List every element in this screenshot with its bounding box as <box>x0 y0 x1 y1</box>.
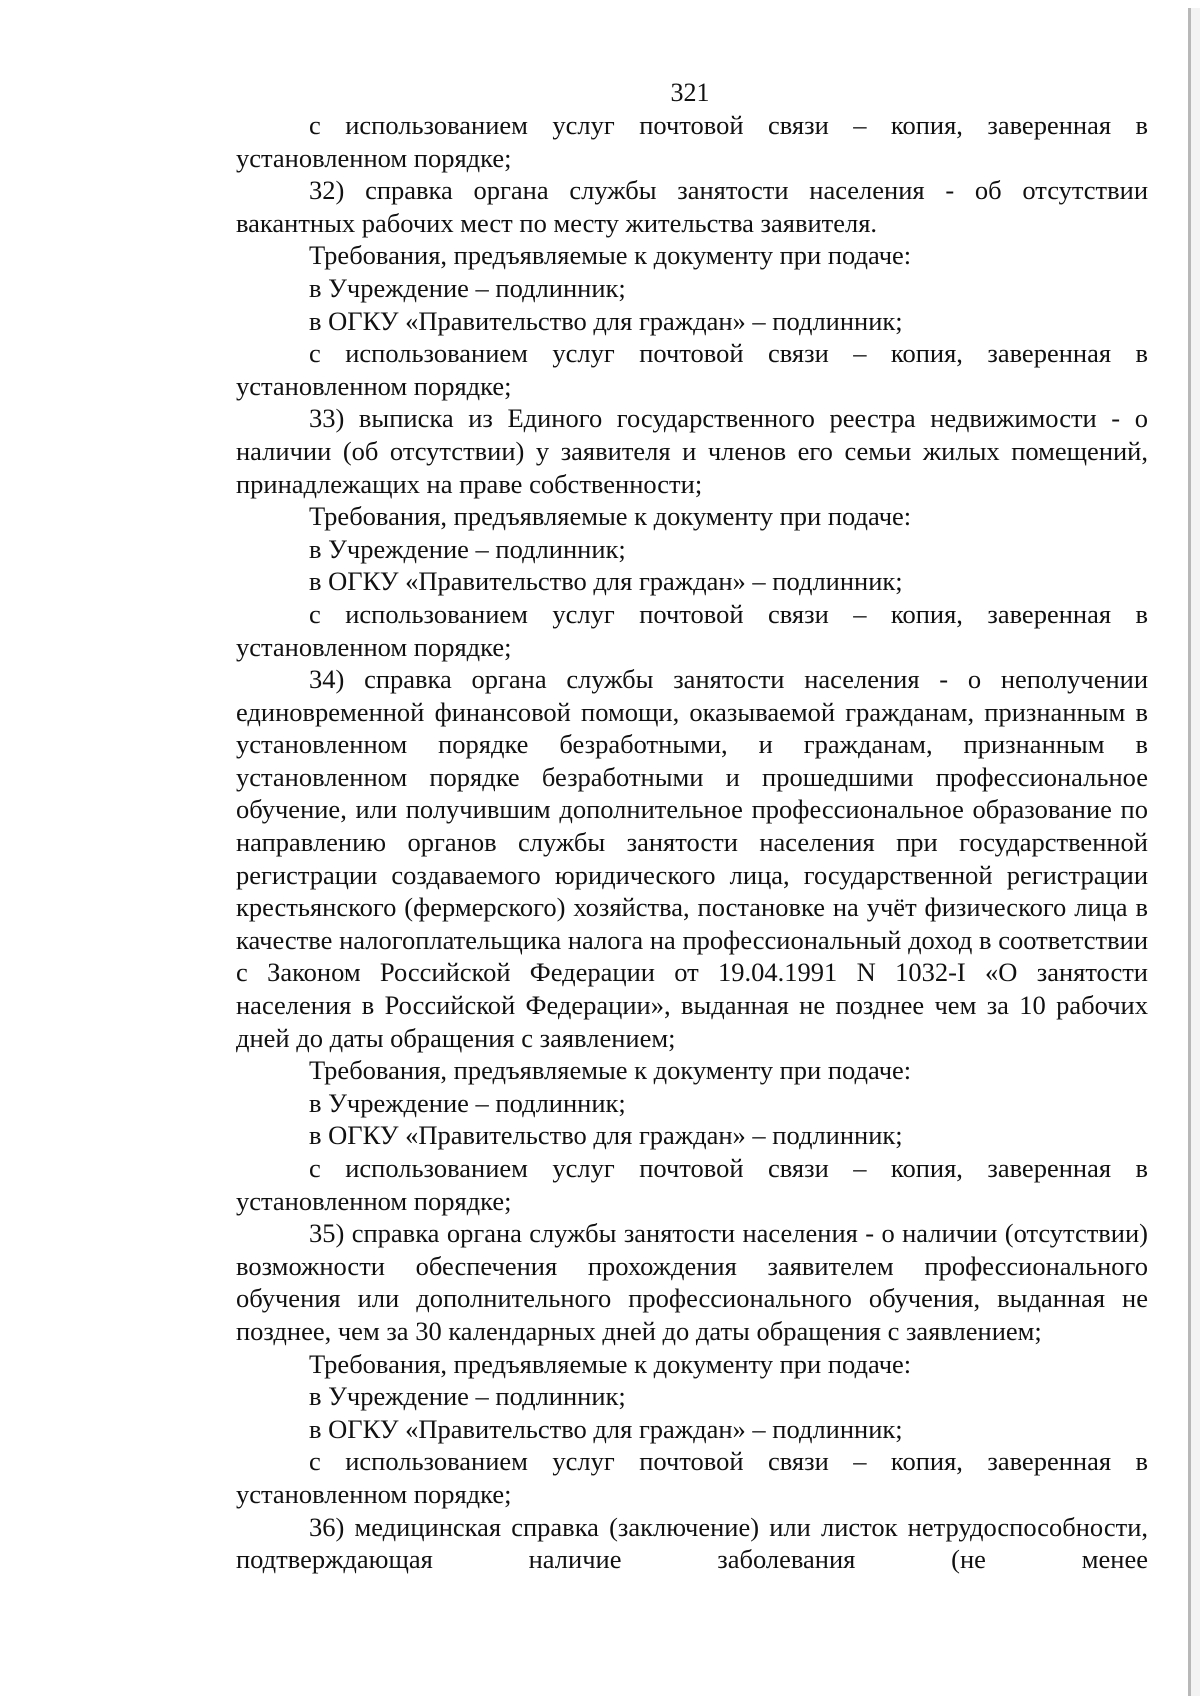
paragraph-requirements: Требования, предъявляемые к документу при подаче: <box>309 501 912 532</box>
paragraph-institution-original: в Учреждение – подлинник; <box>309 533 626 564</box>
paragraph-ogku-original: в ОГКУ «Правительство для граждан» – подлинник; <box>309 1413 903 1444</box>
document-body <box>236 109 1148 1576</box>
paragraph-postal-copy: с использованием услуг почтовой связи – копия, заверенная в установленном порядке; <box>236 1446 1148 1509</box>
paragraph-ogku-original: в ОГКУ «Правительство для граждан» – подлинник; <box>309 305 903 336</box>
paragraph-postal-copy: с использованием услуг почтовой связи – копия, заверенная в установленном порядке; <box>236 110 1148 173</box>
paragraph-item-34: 34) справка органа службы занятости населения - о неполучении единовременной финансовой помощи, оказываемой гражданам, признанным в установленном порядке безработными, и гражданам, признанным в установленном порядке безработными и прошедшими профессиональное обучение, или получившим дополнительное профессиональное образование по направлению органов службы занятости населения при государственной регистрации создаваемого юридического лица, государственной регистрации крестьянского (фермерского) хозяйства, постановке на учёт физического лица в качестве налогоплательщика налога на профессиональный доход в соответствии с Законом Российской Федерации от 19.04.1991 N 1032-I «О занятости населения в Российской Федерации», выданная не позднее чем за 10 рабочих дней до даты обращения с заявлением; <box>236 664 1148 1053</box>
paragraph-requirements: Требования, предъявляемые к документу при подаче: <box>309 1348 912 1379</box>
paragraph-institution-original: в Учреждение – подлинник; <box>309 1381 626 1412</box>
paragraph-item-32: 32) справка органа службы занятости населения - об отсутствии вакантных рабочих мест по месту жительства заявителя. <box>236 175 1148 238</box>
paragraph-ogku-original: в ОГКУ «Правительство для граждан» – подлинник; <box>309 566 903 597</box>
paragraph-requirements: Требования, предъявляемые к документу при подаче: <box>309 240 912 271</box>
paragraph-requirements: Требования, предъявляемые к документу при подаче: <box>309 1055 912 1086</box>
page-number: 321 <box>670 78 710 107</box>
paragraph-institution-original: в Учреждение – подлинник; <box>309 272 626 303</box>
paragraph-postal-copy: с использованием услуг почтовой связи – копия, заверенная в установленном порядке; <box>236 338 1148 401</box>
paragraph-ogku-original: в ОГКУ «Правительство для граждан» – подлинник; <box>309 1120 903 1151</box>
paragraph-postal-copy: с использованием услуг почтовой связи – копия, заверенная в установленном порядке; <box>236 598 1148 662</box>
paragraph-postal-copy: с использованием услуг почтовой связи – копия, заверенная в установленном порядке; <box>236 1153 1148 1216</box>
paragraph-institution-original: в Учреждение – подлинник; <box>309 1087 626 1118</box>
paragraph-item-33: 33) выписка из Единого государственного реестра недвижимости - о наличии (об отсутствии) у заявителя и членов его семьи жилых помещений, принадлежащих на праве собственности; <box>236 403 1148 499</box>
page-edge-shadow <box>1191 8 1200 1696</box>
paragraph-item-35: 35) справка органа службы занятости населения - о наличии (отсутствии) возможности обеспечения прохождения заявителем профессионального обучения или дополнительного профессионального обучения, выданная не позднее, чем за 30 календарных дней до даты обращения с заявлением; <box>236 1218 1148 1346</box>
paragraph-item-36: 36) медицинская справка (заключение) или листок нетрудоспособности, подтверждающая наличие заболевания (не менее <box>236 1511 1148 1575</box>
